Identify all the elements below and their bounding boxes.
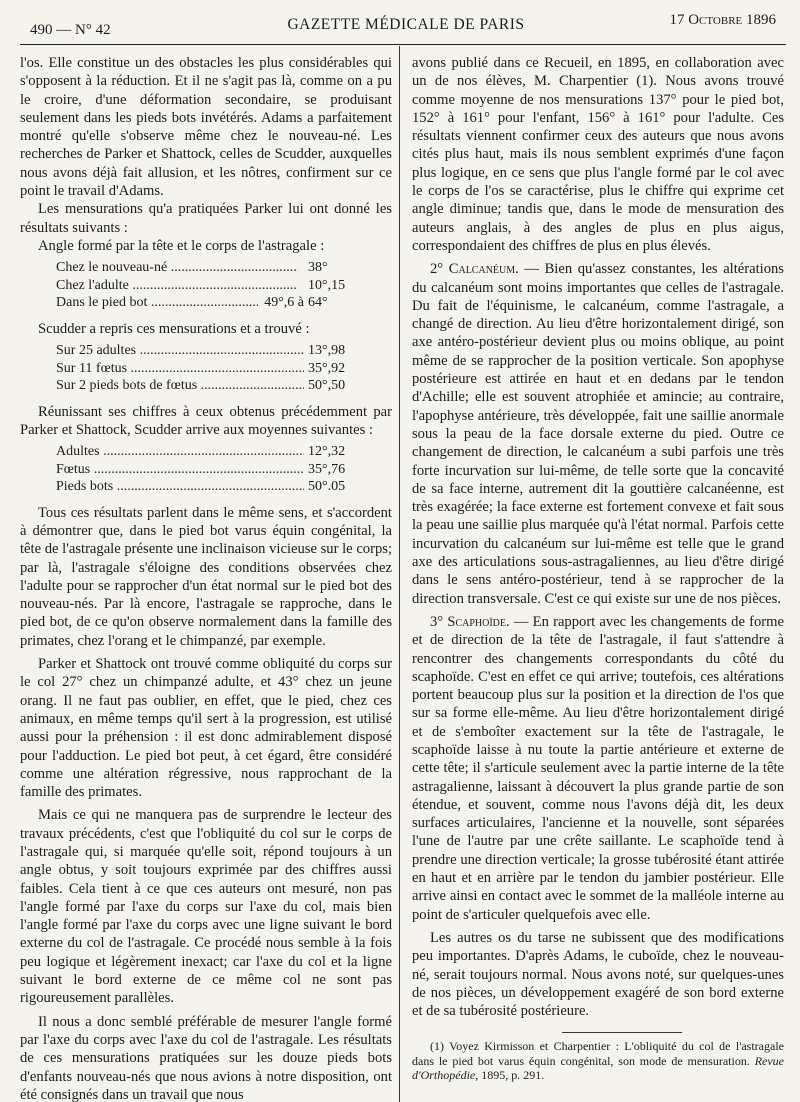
table-row: Pieds bots ..... 50°.05 (56, 478, 356, 496)
left-column (20, 54, 392, 1102)
table-row: Sur 2 pieds bots de fœtus ..... 50°,50 (56, 377, 356, 395)
paragraph: 3° Scaphoïde. — En rapport avec les changements de forme et de direction de la tête de l'astragale, il faut s'attendre à rencontrer des changements correspondants du côté du scaphoïde. C'est en effet ce qui arrive; toutefois, ces altérations portent beaucoup plus sur la position et la direction de l'os que sur sa forme elle-même. Au lieu d'être horizontalement dirigé et de s'emboîter exactement sur la tête de l'astragale, le scaphoïde laisse à nu toute la partie antérieure et externe de cette tête; il s'articule seulement avec la partie interne de la tête astragalienne, laissant à découvert la plus grande partie de son étendue, et souvent, comme nous l'avons déjà dit, les deux surfaces articulaires, l'ancienne et la nouvelle, sont séparées l'une de l'autre par une crête saillante. Le scaphoïde tend à prendre une direction verticale; la grosse tubérosité étant attirée en haut et en arrière par le tendon du jambier postérieur. Elle arrive ainsi en contact avec le sommet de la malléole interne au point de s'articuler quelquefois avec elle. (412, 613, 784, 923)
page-header (22, 8, 790, 38)
footnote: (1) Voyez Kirmisson et Charpentier : L'obliquité du col de l'astragale dans le pied bot varus équin congénital, son mode de mensuration. Revue d'Orthopédie, 1895, p. 291. (412, 1039, 784, 1083)
journal-title: GAZETTE MÉDICALE DE PARIS (287, 16, 525, 33)
table-caption: Angle formé par la tête et le corps de l'astragale : (38, 237, 325, 254)
table-row: Sur 25 adultes ..... 13°,98 (56, 342, 356, 360)
section-heading: 2° Calcanéum. (430, 261, 519, 278)
section-heading: 3° Scaphoïde. (430, 613, 510, 630)
averages-table (56, 443, 356, 496)
table-row: Dans le pied bot ..... 49°,6 à 64° (56, 294, 356, 312)
paragraph: Il nous a donc semblé préférable de mesurer l'angle formé par l'axe du corps avec l'axe du col de l'astragale. Les résultats de ces mensurations pratiquées sur les douze pieds bots d'enfants nouveau-nés que nous avions à notre disposition, ont été consignés dans un travail que nous (20, 1013, 392, 1102)
table-row: Adultes ..... 12°,32 (56, 443, 356, 461)
scudder-table (56, 342, 356, 395)
parker-table (56, 259, 356, 312)
paragraph: l'os. Elle constitue un des obstacles les plus considérables qui s'opposent à la réduction. Et il ne s'agit pas là, comme on a pu le croire, d'une déformation secondaire, se produisant seulement dans les pieds bots invétérés. Adams a parfaitement montré qu'elle s'observe même chez le nouveau-né. Les recherches de Parker et Shattock, celles de Scudder, auxquelles nous avons déjà fait allusion, et les nôtres, confirment sur ce point le travail d'Adams. (20, 55, 392, 200)
page-number: 490 — N° 42 (30, 22, 111, 38)
paragraph: Mais ce qui ne manquera pas de surprendre le lecteur des travaux précédents, c'est que l'obliquité du col sur le corps de l'astragale qui, si marquée qu'elle soit, répond toujours à un angle obtus, y soit toujours exprimée par des chiffres aussi faibles. Cela tient à ce que ces auteurs ont mesuré, non pas l'angle formé par l'axe du corps sur l'axe du col, mais bien l'angle formé par l'axe du corps avec une ligne suivant le bord externe du col de l'astragale. Ce procédé nous semble à la fois peu logique et légèrement inexact; car l'axe du col et la ligne suivant le bord externe de ce même col ne sont pas rigoureusement parallèles. (20, 807, 392, 1007)
paragraph: Les autres os du tarse ne subissent que des modifications peu importantes. D'après Adams, le cuboïde, chez le nouveau-né, serait toujours normal. Nous avons noté, sur quelques-unes de nos pièces, un développement exagéré de son bord externe et de sa tubérosité postérieure. (412, 929, 784, 1020)
issue-date: 17 Octobre 1896 (669, 12, 776, 28)
paragraph: Tous ces résultats parlent dans le même sens, et s'accordent à démontrer que, dans le pied bot varus équin congénital, la tête de l'astragale présente une inclinaison vicieuse sur le corps; par là, l'astragale s'éloigne des conditions observées chez l'adulte pour se rapprocher d'un état normal sur le pied bot des nouveau-nés. Par là encore, l'astragale se rapproche, dans le pied bot, de ce qu'on observe normalement dans la famille des primates, chez l'orang et le chimpanzé, par exemple. (20, 504, 392, 649)
paragraph: Réunissant ses chiffres à ceux obtenus précédemment par Parker et Shattock, Scudder arrive aux moyennes suivantes : (20, 403, 392, 438)
table-row: Fœtus ..... 35°,76 (56, 461, 356, 479)
header-rule (20, 44, 786, 45)
paragraph: Scudder a repris ces mensurations et a trouvé : (38, 320, 310, 337)
paragraph: avons publié dans ce Recueil, en 1895, en collaboration avec un de nos élèves, M. Charpentier (1). Nous avons trouvé comme moyenne de nos mensurations 137° pour le pied bot, 152° à 161° pour l'enfant, 156° à 161° pour l'adulte. Ces résultats viennent confirmer ceux des auteurs que nous avons cités plus haut, mais ils nous semblent exprimés d'une façon plus logique, en ce sens que plus l'angle formé par le col avec le corps de l'os se caractérise, plus le chiffre qui exprime cet angle diminue; tandis que, dans le mode de mensuration des auteurs anglais, à des angles de plus en plus aigus, correspondaient des chiffres de plus en plus élevés. (412, 55, 784, 254)
paragraph: Parker et Shattock ont trouvé comme obliquité du corps sur le col 27° chez un chimpanzé adulte, et 43° chez un jeune orang. Il ne faut pas oublier, en effet, que le pied, chez ces animaux, en même temps qu'il sert à la progression, est utilisé aussi pour la préhension : il est donc admirablement disposé pour l'adduction. Le pied bot peut, à cet égard, être considéré comme une altération régressive, nous rapprochant de la famille des primates. (20, 656, 392, 801)
paragraph: 2° Calcanéum. — Bien qu'assez constantes, les altérations du calcanéum sont moins importantes que celles de l'astragale. Du fait de l'équinisme, le calcanéum, comme l'astragale, a changé de direction. Au lieu d'être horizontalement dirigé, son axe antéro-postérieur devient plus ou moins oblique, au point même de se rapprocher de la position verticale. Son apophyse postérieure est attirée en haut et en dedans par le tendon d'Achille; elle est souvent atrophiée et amincie; au contraire, l'apophyse antérieure, très développée, fait une saillie anormale sous la peau de la face dorsale externe du pied. Outre ce changement de direction, le calcanéum a subi parfois une très forte incurvation sur lui-même, de telle sorte que la concavité de sa face interne, autrement dit la gouttière calcanéenne, est très exagérée; la face externe est fortement convexe et fait sous la peau une saillie plus marquée qu'à l'état normal. Parfois cette incurvation du calcanéum sur lui-même est telle que le grand axe des articulations sous-astragaliennes, au lieu d'être dirigé dans le sens antéro-postérieur, tend à se rapprocher de la direction transversale. C'est ce qui existe sur une de nos pièces. (412, 261, 784, 607)
table-row: Sur 11 fœtus ..... 35°,92 (56, 360, 356, 378)
column-divider (399, 46, 400, 1102)
right-column (412, 54, 784, 1083)
table-row: Chez le nouveau-né ..... 38° (56, 259, 356, 277)
table-row: Chez l'adulte ..... 10°,15 (56, 277, 356, 295)
paragraph: Les mensurations qu'a pratiquées Parker lui ont donné les résultats suivants : (20, 201, 392, 236)
footnote-rule (562, 1032, 682, 1033)
